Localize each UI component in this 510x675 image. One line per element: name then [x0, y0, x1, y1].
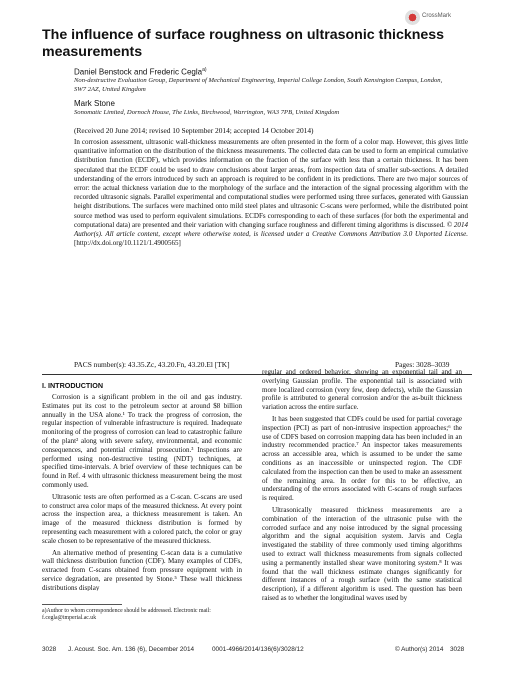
- body-paragraph: It has been suggested that CDFs could be used for partial coverage inspection (PCI) as part of non-intrusive inspection approaches;⁶ the use of CDFS based on corrosion mapping data has been included in an industry recommended practice.⁷ An inspector takes measurements across an accessible area, which is assumed to be under the same conditions as an inaccessible or uninspected region. The CDF calculated from the inspection can then be used to make an assessment of the remaining area. In order for this to be effective, an understanding of the errors associated with C-scans of rough surfaces is required.: [262, 414, 462, 503]
- body-paragraph: Ultrasonic tests are often performed as a C-scan. C-scans are used to construct area color maps of the measured thickness. At every point across the inspection area, a thickness measurement is taken. An image of the measured thickness distribution is formed by representing each measurement with a colored patch, the color or gray scale chosen to be representative of the measured thickness.: [42, 492, 242, 545]
- pacs-numbers: PACS number(s): 43.35.Zc, 43.20.Fn, 43.20.El [TK]: [74, 360, 230, 369]
- footer-doi: 0001-4966/2014/136(6)/3028/12: [212, 646, 304, 653]
- abstract-doi-link[interactable]: [http://dx.doi.org/10.1121/1.4900565]: [74, 239, 181, 248]
- abstract-text: In corrosion assessment, ultrasonic wall-thickness measurements are often presented in the form of a color map. However, this gives little quantitative information on the distribution of the thickness measurements. The collected data can be used to form an empirical cumulative distribution function (ECDF), which provides information on the fraction of the surface with less than a certain thickness. It has been speculated that the ECDF could be used to draw conclusions about larger areas, from inspection data of smaller sub-sections. A detailed understanding of the errors introduced by such an approach is required to be confident in its predictions. There are two major sources of error: the actual thickness variation due to the morphology of the surface and the interaction of the signal processing algorithm with the recorded ultrasonic signals. Parallel experimental and computational studies were performed using three surfaces, generated with Gaussian height distributions. The surfaces were machined onto mild steel plates and ultrasonic C-scans were performed, while the distributed point source method was used to perform equivalent simulations. ECDFs corresponding to each of these surfaces (for both the experimental and computational data) are presented and their variation with changing surface roughness and different timing algorithms is discussed.: [74, 138, 468, 229]
- page-range: Pages: 3028–3039: [395, 360, 450, 369]
- footer-page-number-right: 3028: [450, 646, 465, 653]
- author-footnote-marker: a): [202, 67, 207, 73]
- correspondence-footnote: a)Author to whom correspondence should be addressed. Electronic mail: f.cegla@imperial.ac.uk: [42, 608, 211, 622]
- crossmark-badge[interactable]: [405, 10, 455, 26]
- body-paragraph: regular and ordered behavior, showing an exponential tail and an overlying Gaussian profile. The exponential tail is associated with more localized corrosion (very few, deep defects), while the Gaussian profile is attributed to general corrosion and/or the as-built thickness variation across the entire surface.: [262, 368, 462, 412]
- body-paragraph: Ultrasonically measured thickness measurements are a combination of the interaction of the ultrasonic pulse with the corroded surface and any noise introduced by the signal processing algorithm and the signal acquisition system. Jarvis and Cegla investigated the stability of three commonly used timing algorithms used to extract wall thickness measurements from signals collected using a permanently installed shear wave monitoring system.⁸ It was found that the wall thickness estimate changes significantly for different instances of a rough surface (with the same statistical description), if a different algorithm is used. The question has been raised as to whether the longitudinal waves used by: [262, 505, 462, 602]
- body-paragraph: Corrosion is a significant problem in the oil and gas industry. Estimates put its cost to the petroleum sector at around $8 billion annually in the USA alone.¹ To track the progress of corrosion, the regular inspection of vulnerable infrastructure is required. Inadequate monitoring of the progress of corrosion can lead to catastrophic failure of the plant² along with severe safety, environmental, and economic consequences, and potential criminal prosecution.³ Inspections are performed using non-destructive testing (NDT) techniques, at specified time-intervals. A brief overview of these techniques can be found in Ref. 4 with ultrasonic thickness measurement being the most commonly used.: [42, 393, 242, 489]
- author-line-1: [74, 67, 207, 77]
- footnote-divider: [42, 604, 122, 605]
- section-heading: I. INTRODUCTION: [42, 381, 104, 390]
- footer-journal: J. Acoust. Soc. Am. 136 (6), December 2014: [68, 646, 195, 653]
- footer-copyright: © Author(s) 2014: [395, 646, 444, 653]
- crossmark-label: CrossMark: [422, 13, 452, 19]
- affiliation-2: Sonomatic Limited, Dornoch House, The Links, Birchwood, Warrington, WA3 7PB, United Kingdom: [74, 109, 340, 116]
- right-column: [262, 368, 462, 638]
- abstract: [74, 138, 468, 248]
- author-names-2: Mark Stone: [74, 99, 115, 108]
- affiliation-1: Non-destructive Evaluation Group, Department of Mechanical Engineering, Imperial College London, South Kensington Campus, London, SW7 2AZ, United Kingdom: [74, 77, 443, 93]
- author-line-2: [74, 99, 115, 108]
- author-names-1: Daniel Benstock and Frederic Cegla: [74, 67, 203, 77]
- received-dates: (Received 20 June 2014; revised 10 September 2014; accepted 14 October 2014): [74, 126, 314, 135]
- left-column: [42, 393, 242, 591]
- abstract-copyright: © 2014 Author(s). All article content, except where otherwise noted, is licensed under a Creative Commons Attribution 3.0 Unported License.: [74, 220, 469, 239]
- footer-page-number: 3028: [42, 646, 57, 653]
- paper-title: The influence of surface roughness on ultrasonic thickness measurements: [42, 27, 445, 60]
- crossmark-icon: [405, 10, 420, 25]
- body-paragraph: An alternative method of presenting C-scan data is a cumulative wall thickness distribution function (CDF). Many examples of CDFs, extracted from C-scans obtained from pressure equipment with in service degradation, are presented by Stone.⁵ These wall thickness distributions display: [42, 548, 242, 591]
